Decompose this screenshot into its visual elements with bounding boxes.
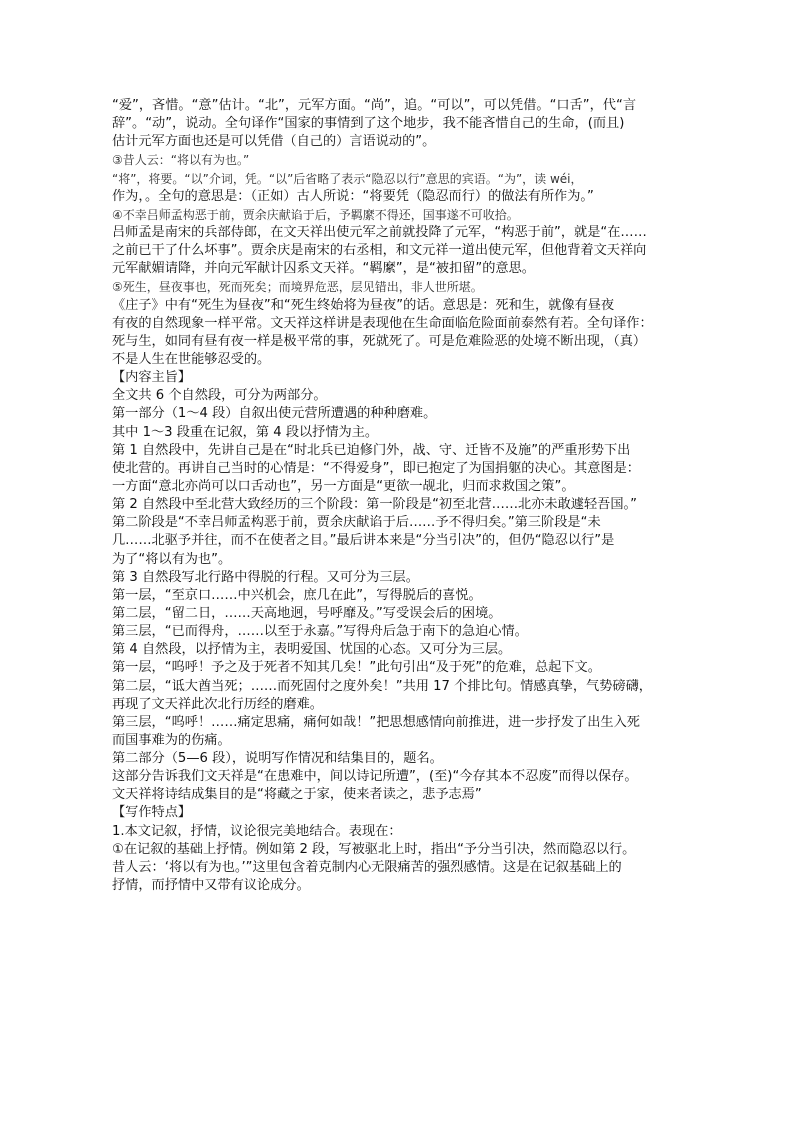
text-line: 第 4 自然段，以抒情为主，表明爱国、忧国的心态。又可分为三层。 (112, 642, 512, 658)
text-line: 第一层，“至京口……中兴机会，庶几在此”，写得脱后的喜悦。 (112, 587, 482, 603)
text-line: ①在记叙的基础上抒情。例如第 2 段，写被驱北上时，指出“予分当引决，然而隐忍以行。 (112, 841, 636, 857)
text-line: 有夜的自然现象一样平常。文天祥这样讲是表现他在生命面临危险面前泰然有若。全句译作： (112, 315, 653, 331)
text-line: 其中 1～3 段重在记叙，第 4 段以抒情为主。 (112, 424, 379, 440)
text-line: 第一部分（1～4 段）自叙出使元营所遭遇的种种磨难。 (112, 406, 437, 422)
text-line: 辞”。“动”，说动。全句译作“国家的事情到了这个地步，我不能吝惜自己的生命，(而且) (112, 116, 625, 132)
text-line: 死与生，如同有昼有夜一样是极平常的事，死就死了。可是危难险恶的处境不断出现，（真） (112, 333, 647, 349)
text-line: 吕师孟是南宋的兵部侍郎，在文天祥出使元军之前就投降了元军，“构恶于前”，就是“在…… (112, 224, 647, 240)
text-line: 作为，。全句的意思是：（正如）古人所说：“将要凭（隐忍而行）的做法有所作为。” (112, 188, 594, 204)
text-line: 昔人云：‘将以有为也。’”这里包含着克制内心无限痛苦的强烈感情。这是在记叙基础上的 (112, 859, 622, 875)
text-line: 第 3 自然段写北行路中得脱的行程。又可分为三层。 (112, 569, 419, 585)
text-line: 第二层，“留二日，……天高地迥，号呼靡及。”写受误会后的困境。 (112, 605, 502, 621)
text-line: 文天祥将诗结成集目的是“将藏之于家，使来者读之，悲予志焉” (112, 787, 482, 803)
text-line: 这部分告诉我们文天祥是“在患难中，间以诗记所遭”，(至)“今存其本不忍废”而得以保存。 (112, 769, 638, 785)
text-line: 为了“将以有为也”。 (112, 551, 232, 567)
text-line: 不是人生在世能够忍受的。 (112, 351, 271, 367)
document-body (112, 97, 690, 895)
text-line: 使北营的。再讲自己当时的心情是：“不得爱身”，即已抱定了为国捐躯的决心。其意图是： (112, 460, 640, 476)
text-line: 一方面“意北亦尚可以口舌动也”，另一方面是“更欲一觇北，归而求救国之策”。 (112, 478, 575, 494)
text-line: 几……北驱予并往，而不在使者之目。”最后讲本来是“分当引决”的，但仍“隐忍以行”是 (112, 533, 615, 549)
text-line: 第三层，“已而得舟，……以至于永嘉。”写得舟后急于南下的急迫心情。 (112, 624, 528, 640)
text-line: 元军献媚请降，并向元军献计囚系文天祥。“羁縻”，是“被扣留”的意思。 (112, 261, 535, 277)
text-line: “将”，将要。“以”介词，凭。“以”后省略了表示“隐忍以行”意思的宾语。“为”，读 wéi， (112, 171, 583, 186)
text-line: 全文共 6 个自然段，可分为两部分。 (112, 388, 327, 404)
text-line: 而国事难为的伤痛。 (112, 732, 231, 748)
text-line: ⑤死生，昼夜事也，死而死矣；而境界危恶，层见错出，非人世所堪。 (112, 280, 483, 295)
text-line: 第三层，“呜呼！……痛定思痛，痛何如哉！”把思想感情向前推进，进一步抒发了出生入死 (112, 714, 640, 730)
text-line: 之前已干了什么坏事”。贾余庆是南宋的右丞相，和文元祥一道出使元军，但他背着文天祥向 (112, 243, 647, 259)
text-line: ④不幸吕师孟构恶于前，贾余庆献谄于后，予羁縻不得还，国事遂不可收拾。 (112, 207, 519, 222)
text-line: 第 1 自然段中，先讲自己是在“时北兵已迫修门外，战、守、迁皆不及施”的严重形势下出 (112, 442, 631, 458)
text-line: 第二部分（5—6 段），说明写作情况和结集目的，题名。 (112, 751, 443, 767)
text-line: 第 2 自然段中至北营大致经历的三个阶段：第一阶段是“初至北营……北亦未敢遽轻吾国。” (112, 497, 637, 513)
text-line: 【写作特点】 (112, 805, 192, 821)
text-line: “爱”，吝惜。“意”估计。“北”，元军方面。“尚”，追。“可以”，可以凭借。“口舌”，代“言 (112, 98, 637, 113)
text-line: 第一层，“呜呼！予之及于死者不知其几矣！”此句引出“及于死”的危难，总起下文。 (112, 660, 601, 676)
text-line: 第二层，“诋大酋当死；……而死固付之度外矣！”共用 17 个排比句。情感真挚，气势磅礴， (112, 678, 652, 694)
text-line: 《庄子》中有“死生为昼夜”和“死生终始将为昼夜”的话。意思是：死和生，就像有昼夜 (112, 297, 615, 313)
text-line: 1.本文记叙，抒情，议论很完美地结合。表现在： (112, 823, 402, 839)
text-line: 估计元军方面也还是可以凭借（自己的）言语说动的”。 (112, 134, 436, 150)
text-line: ③昔人云：“将以有为也。” (112, 153, 250, 168)
text-line: 【内容主旨】 (112, 370, 192, 386)
text-line: 抒情，而抒情中又带有议论成分。 (112, 878, 310, 894)
text-line: 再现了文天祥此次北行历经的磨难。 (112, 696, 323, 712)
text-line: 第二阶段是“不幸吕师孟构恶于前，贾余庆献谄于后……予不得归矣。”第三阶段是“未 (112, 515, 601, 531)
